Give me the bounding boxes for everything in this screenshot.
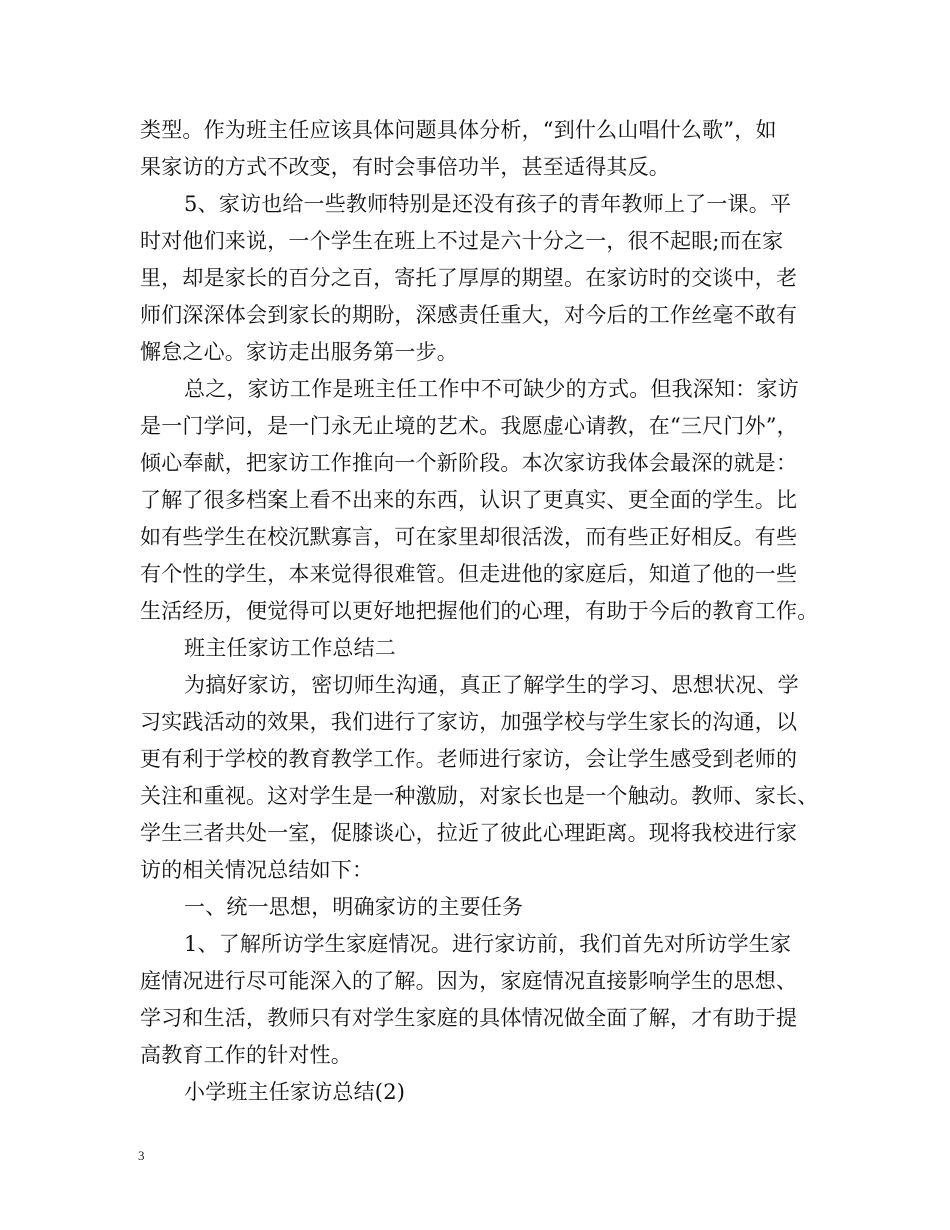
text-line: 庭情况进行尽可能深入的了解。因为，家庭情况直接影响学生的思想、 [140, 969, 798, 993]
text-line: 时对他们来说，一个学生在班上不过是六十分之一，很不起眼;而在家 [140, 229, 784, 253]
text-line: 了解了很多档案上看不出来的东西，认识了更真实、更全面的学生。比 [140, 488, 798, 512]
text-line: 果家访的方式不改变，有时会事倍功半，甚至适得其反。 [140, 155, 670, 179]
text-line: 生活经历，便觉得可以更好地把握他们的心理，有助于今后的教育工作。 [140, 599, 819, 623]
page-number: 3 [138, 1148, 145, 1163]
section-heading: 小学班主任家访总结(2) [184, 1080, 406, 1104]
text-line: 学生三者共处一室，促膝谈心，拉近了彼此心理距离。现将我校进行家 [140, 821, 798, 845]
text-line: 访的相关情况总结如下： [140, 858, 374, 882]
text-line: 关注和重视。这对学生是一种激励，对家长也是一个触动。教师、家长、 [140, 784, 819, 808]
text-line: 学习和生活，教师只有对学生家庭的具体情况做全面了解，才有助于提 [140, 1006, 798, 1030]
text-line: 类型。作为班主任应该具体问题具体分析，“到什么山唱什么歌”，如 [140, 118, 777, 142]
text-line: 有个性的学生，本来觉得很难管。但走进他的家庭后，知道了他的一些 [140, 562, 798, 586]
text-line: 更有利于学校的教育教学工作。老师进行家访，会让学生感受到老师的 [140, 747, 798, 771]
text-line: 为搞好家访，密切师生沟通，真正了解学生的学习、思想状况、学 [184, 673, 799, 697]
text-line: 师们深深体会到家长的期盼，深感责任重大，对今后的工作丝毫不敢有 [140, 303, 798, 327]
section-heading: 班主任家访工作总结二 [184, 636, 396, 660]
text-line: 高教育工作的针对性。 [140, 1043, 352, 1067]
text-line: 总之，家访工作是班主任工作中不可缺少的方式。但我深知：家访 [184, 377, 799, 401]
text-line: 1、了解所访学生家庭情况。进行家访前，我们首先对所访学生家 [184, 932, 792, 956]
section-heading: 一、统一思想，明确家访的主要任务 [184, 895, 524, 919]
text-line: 里，却是家长的百分之百，寄托了厚厚的期望。在家访时的交谈中，老 [140, 266, 798, 290]
text-line: 习实践活动的效果，我们进行了家访，加强学校与学生家长的沟通，以 [140, 710, 798, 734]
text-line: 如有些学生在校沉默寡言，可在家里却很活泼，而有些正好相反。有些 [140, 525, 798, 549]
text-line: 倾心奉献，把家访工作推向一个新阶段。本次家访我体会最深的就是： [140, 451, 798, 475]
text-line: 懈怠之心。家访走出服务第一步。 [140, 340, 458, 364]
text-line: 5、家访也给一些教师特别是还没有孩子的青年教师上了一课。平 [184, 192, 792, 216]
text-line: 是一门学问，是一门永无止境的艺术。我愿虚心请教，在“三尺门外”， [140, 414, 798, 438]
